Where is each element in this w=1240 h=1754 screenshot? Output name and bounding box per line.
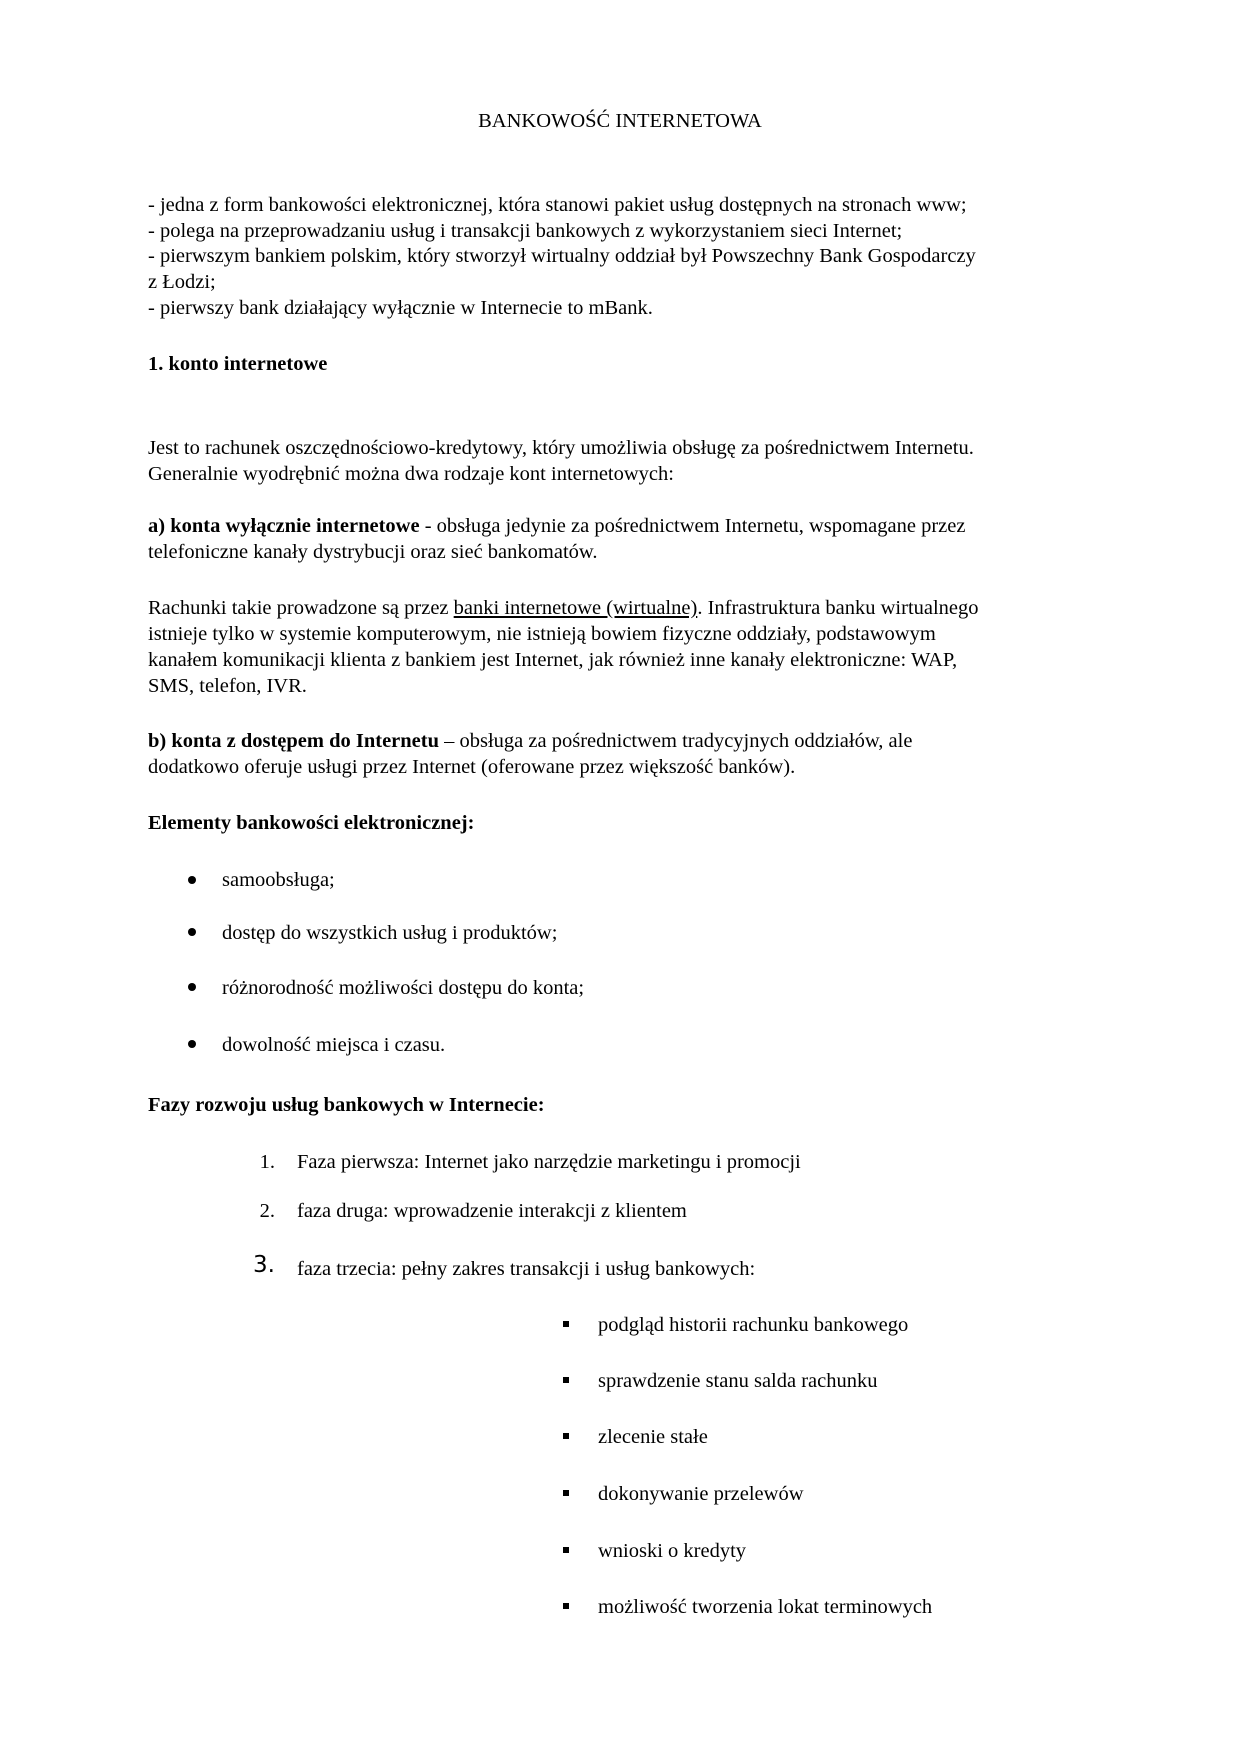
phase-item: faza trzecia: pełny zakres transakcji i usług bankowych:: [297, 1258, 756, 1280]
list-number: 2.: [259, 1200, 275, 1222]
virtual-bank-text: Rachunki takie prowadzone są przez: [148, 597, 454, 619]
konto-paragraph-line: Jest to rachunek oszczędnościowo-kredytowy, który umożliwia obsługę za pośrednictwem Internetu.: [148, 437, 974, 459]
sub-list-item: możliwość tworzenia lokat terminowych: [598, 1596, 933, 1618]
virtual-bank-line: kanałem komunikacji klienta z bankiem jest Internet, jak również inne kanały elektroniczne: WAP,: [148, 649, 958, 671]
list-item: dowolność miejsca i czasu.: [222, 1034, 446, 1056]
bullet-icon: [188, 928, 196, 936]
virtual-bank-line: [148, 595, 979, 621]
intro-paragraph: [148, 192, 976, 320]
square-bullet-icon: [563, 1490, 569, 1496]
virtual-bank-line: istnieje tylko w systemie komputerowym, nie istnieją bowiem fizyczne oddziały, podstawowym: [148, 623, 936, 645]
square-bullet-icon: [563, 1603, 569, 1609]
virtual-bank-text-rest: . Infrastruktura banku wirtualnego: [697, 597, 979, 619]
elements-heading: Elementy bankowości elektronicznej:: [148, 812, 475, 834]
sub-list-item: sprawdzenie stanu salda rachunku: [598, 1370, 878, 1392]
page-title: BANKOWOŚĆ INTERNETOWA: [478, 110, 762, 132]
square-bullet-icon: [563, 1321, 569, 1327]
intro-line: - pierwszym bankiem polskim, który stworzył wirtualny oddział był Powszechny Bank Gospodarczy: [148, 245, 976, 268]
list-number: 1.: [259, 1151, 275, 1173]
intro-line: - jedna z form bankowości elektronicznej, która stanowi pakiet usług dostępnych na stronach www;: [148, 194, 967, 216]
konto-b-line2: dodatkowo oferuje usługi przez Internet (oferowane przez większość banków).: [148, 756, 796, 778]
sub-list-item: zlecenie stałe: [598, 1426, 708, 1448]
virtual-bank-line: SMS, telefon, IVR.: [148, 675, 307, 697]
phase-item: faza druga: wprowadzenie interakcji z klientem: [297, 1200, 687, 1222]
intro-line: - polega na przeprowadzaniu usług i transakcji bankowych z wykorzystaniem sieci Internet;: [148, 219, 903, 242]
list-item: dostęp do wszystkich usług i produktów;: [222, 922, 558, 944]
sub-list-item: podgląd historii rachunku bankowego: [598, 1314, 909, 1336]
section-heading-konto: 1. konto internetowe: [148, 353, 328, 375]
bullet-icon: [188, 983, 196, 991]
konto-b-label: b) konta z dostępem do Internetu: [148, 730, 439, 752]
konto-a-line: [148, 513, 965, 539]
konto-b-line: [148, 728, 912, 754]
bullet-icon: [188, 876, 196, 884]
sub-list-item: dokonywanie przelewów: [598, 1483, 804, 1505]
square-bullet-icon: [563, 1377, 569, 1383]
list-item: samoobsługa;: [222, 869, 335, 891]
intro-line: z Łodzi;: [148, 271, 216, 294]
list-item: różnorodność możliwości dostępu do konta;: [222, 977, 585, 999]
virtual-banks-link[interactable]: banki internetowe (wirtualne): [453, 597, 698, 619]
square-bullet-icon: [563, 1547, 569, 1553]
intro-line: - pierwszy bank działający wyłącznie w Internecie to mBank.: [148, 296, 653, 319]
konto-a-line2: telefoniczne kanały dystrybucji oraz sieć bankomatów.: [148, 541, 598, 563]
phases-heading: Fazy rozwoju usług bankowych w Internecie:: [148, 1094, 545, 1116]
square-bullet-icon: [563, 1433, 569, 1439]
konto-a-text: - obsługa jedynie za pośrednictwem Internetu, wspomagane przez: [419, 515, 966, 537]
konto-a-label: a) konta wyłącznie internetowe: [148, 515, 420, 537]
bullet-icon: [188, 1040, 196, 1048]
phase-item: Faza pierwsza: Internet jako narzędzie marketingu i promocji: [297, 1151, 801, 1173]
konto-paragraph-line: Generalnie wyodrębnić można dwa rodzaje kont internetowych:: [148, 463, 674, 485]
sub-list-item: wnioski o kredyty: [598, 1540, 747, 1562]
list-number: 3.: [253, 1252, 275, 1278]
konto-b-text: – obsługa za pośrednictwem tradycyjnych oddziałów, ale: [439, 730, 913, 752]
